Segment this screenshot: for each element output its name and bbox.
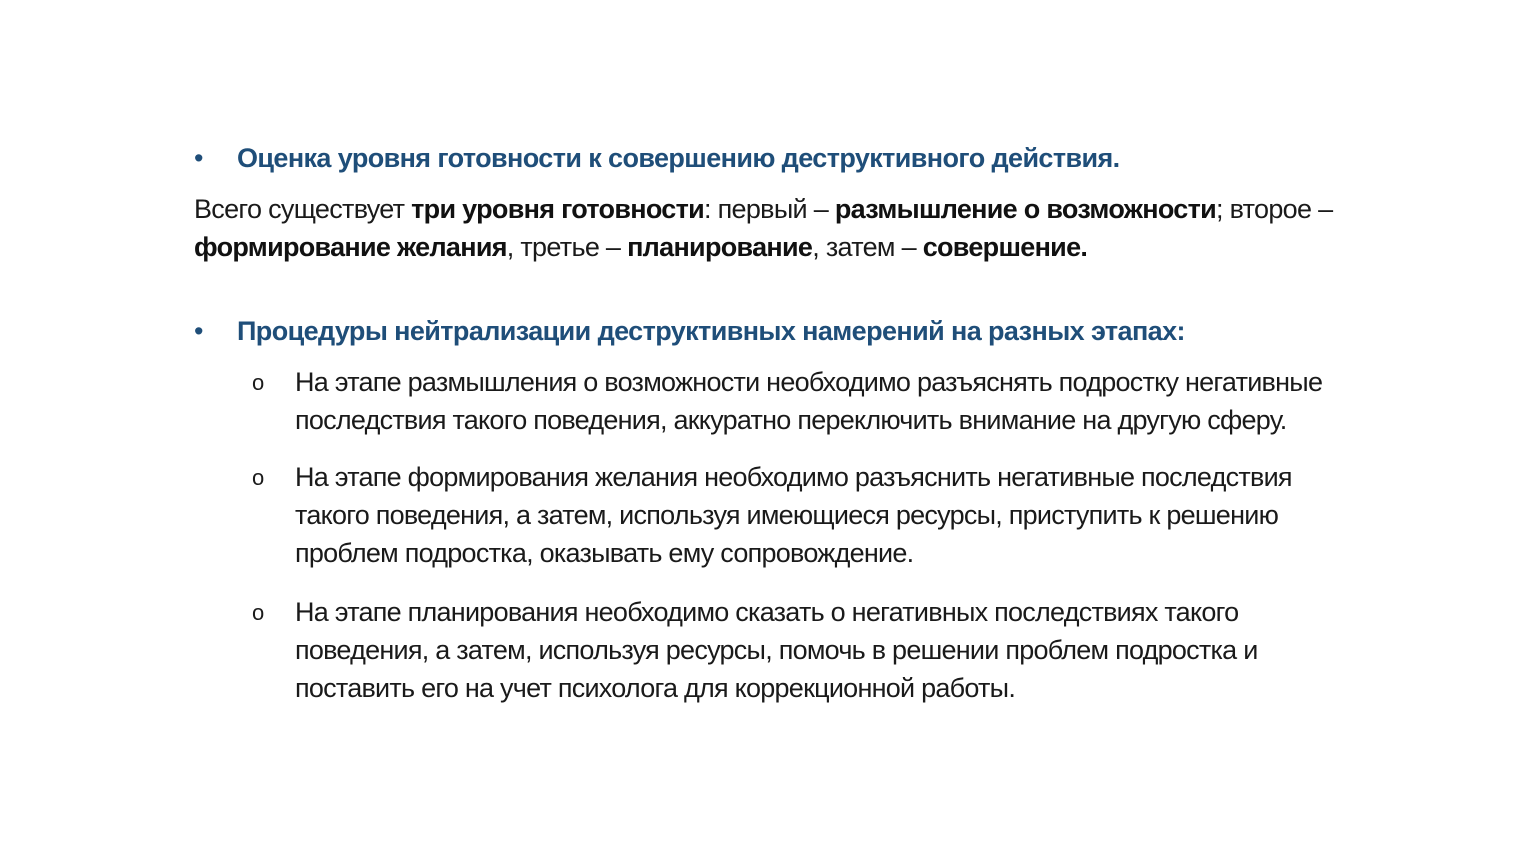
paragraph-bold: планирование [627, 232, 813, 262]
paragraph-text: , третье – [506, 232, 628, 262]
heading-text: Оценка уровня готовности к совершению деструктивного действия. [237, 143, 1120, 173]
heading-readiness-assessment [194, 143, 1120, 174]
list-item-text: На этапе планирования необходимо сказать о негативных последствиях такого поведения, а затем, используя ресурсы, помочь в решении проблем подростка и поставить его на учет психолога для коррекционной работы. [295, 597, 1258, 703]
paragraph-text: , затем – [812, 232, 923, 262]
paragraph-bold: размышление о возможности [834, 194, 1216, 224]
circle-bullet-icon: o [252, 370, 264, 395]
heading-text: Процедуры нейтрализации деструктивных намерений на разных этапах: [237, 316, 1185, 346]
list-item [252, 458, 1372, 572]
paragraph-bold: совершение. [922, 232, 1088, 262]
paragraph-text: Всего существует [194, 194, 412, 224]
circle-bullet-icon: o [252, 465, 264, 490]
circle-bullet-icon: o [252, 600, 264, 625]
list-item [252, 593, 1372, 707]
readiness-levels-paragraph [194, 190, 1394, 266]
bullet-marker: • [194, 316, 203, 346]
list-item [252, 363, 1372, 439]
list-item-text: На этапе формирования желания необходимо разъяснить негативные последствия такого поведения, а затем, используя имеющиеся ресурсы, приступить к решению проблем подростка, оказывать ему сопровождение. [295, 462, 1292, 568]
heading-neutralization-procedures [194, 316, 1185, 347]
paragraph-bold: три уровня готовности [411, 194, 705, 224]
paragraph-text: ; второе – [1216, 194, 1333, 224]
list-item-text: На этапе размышления о возможности необходимо разъяснять подростку негативные последствия такого поведения, аккуратно переключить внимание на другую сферу. [295, 367, 1323, 435]
paragraph-bold: формирование желания [194, 232, 507, 262]
paragraph-text: : первый – [704, 194, 835, 224]
bullet-marker: • [194, 143, 203, 173]
